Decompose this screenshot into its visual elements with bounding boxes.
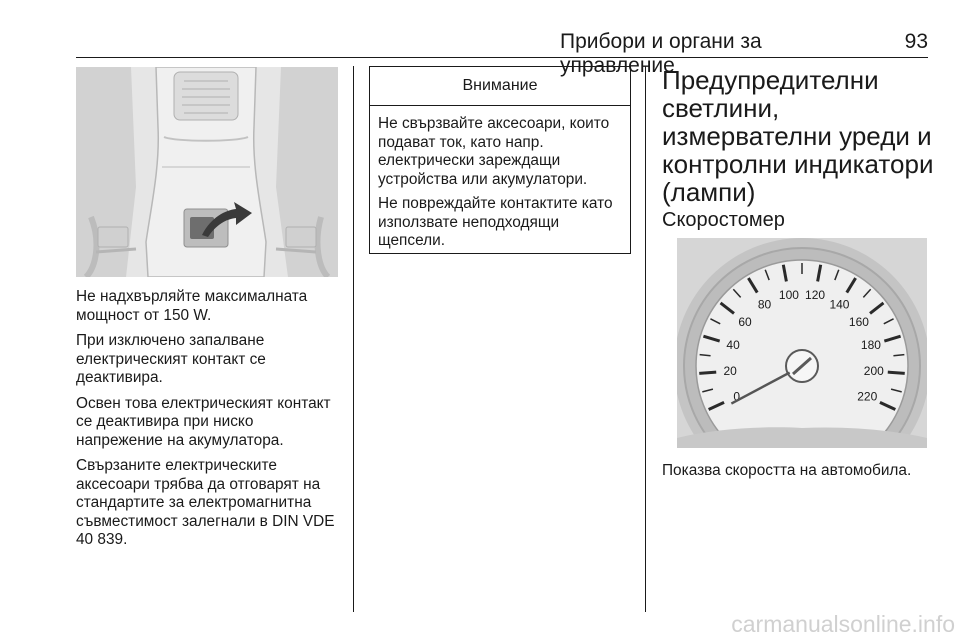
speed-label: 160 [848, 314, 869, 329]
speed-label: 220 [857, 389, 878, 404]
speed-label: 60 [738, 314, 752, 329]
section-heading: Предупредителни светлини, измервателни уреди и контролни индикатори (лампи) [662, 65, 934, 207]
paragraph: При изключено запалване електрическият контакт се деактивира. [76, 332, 266, 386]
speedometer-heading: Скоростомер [662, 209, 785, 231]
speedometer-caption: Показва скоростта на автомобила. [662, 462, 912, 479]
notice-paragraph: Не повреждайте контактите като използвате неподходящи щепсели. [378, 195, 613, 249]
outlet-instructions [76, 288, 344, 557]
speedometer-gauge [677, 238, 927, 448]
speed-label: 20 [723, 364, 737, 379]
speed-label: 0 [733, 389, 741, 404]
major-tick [888, 372, 905, 373]
notice-body [370, 106, 630, 251]
speed-label: 80 [757, 297, 772, 312]
running-header-title: Прибори и органи за управление [560, 30, 762, 77]
speed-label: 100 [778, 288, 799, 303]
major-tick [699, 372, 716, 373]
speed-label: 180 [860, 338, 881, 353]
column-divider [353, 66, 354, 612]
power-outlet-illustration [76, 67, 338, 277]
speed-label: 40 [726, 338, 740, 353]
warning-notice-box [369, 66, 631, 254]
paragraph: Не надхвърляйте максималната мощност от 150 W. [76, 288, 308, 324]
paragraph: Свързаните електрическите аксесоари трябва да отговарят на стандартите за електромагнитна съвместимост залегнали в DIN VDE 40 839. [76, 457, 335, 548]
watermark: carmanualsonline.info [731, 611, 955, 637]
notice-title: Внимание [370, 67, 630, 106]
column-divider [645, 66, 646, 612]
speed-label: 120 [805, 288, 826, 303]
console-drawing [76, 67, 338, 277]
paragraph: Освен това електрическият контакт се деактивира при ниско напрежение на акумулатора. [76, 394, 331, 449]
page-number: 93 [904, 30, 928, 53]
speedometer-illustration [677, 238, 927, 448]
speed-label: 200 [863, 364, 884, 379]
notice-paragraph: Не свързвайте аксесоари, които подават ток, като напр. електрически зареждащи устройства или акумулатори. [378, 115, 610, 188]
header-rule [76, 57, 928, 58]
speed-label: 140 [829, 297, 850, 312]
